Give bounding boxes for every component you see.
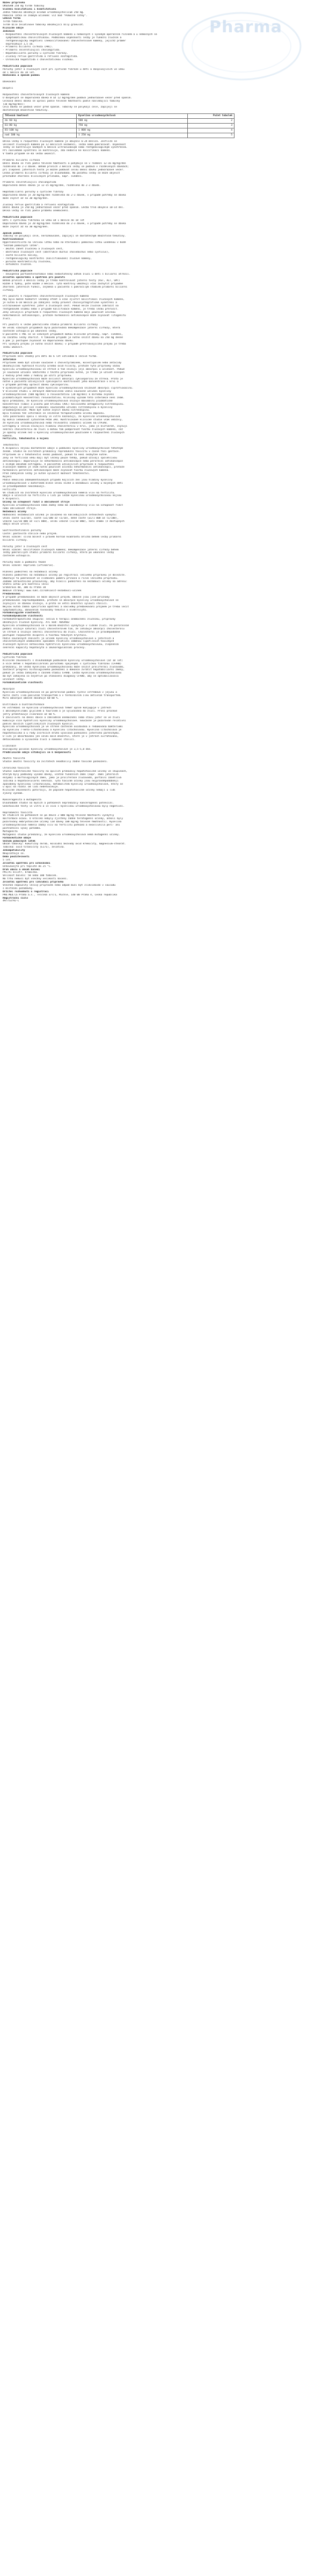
table-row	[3, 128, 235, 133]
text-line: - neúspěšná portoenterostomie nebo nedostatečný odtok žluči u dětí s biliární atrézií.	[3, 273, 130, 276]
text-line: způsobeny kyselinou litocholovou, metabolitem kyseliny ursodeoxycholové, který se	[3, 783, 123, 786]
text-line: Velmi vzácné: kalcifikace žlučových kamenů; dekompenzace jaterní cirhózy během	[3, 548, 119, 551]
table-cell: do 60 kg	[3, 119, 77, 124]
text-line: Časté: pastovitá stolice nebo průjem.	[3, 533, 58, 536]
section-heading: Zvláštní opatření pro likvidaci přípravku	[3, 881, 64, 884]
text-line: Dlouhodobé studie na myších a potkanech neprokázaly kancerogenní potenciál.	[3, 801, 114, 805]
text-line: Hlášení podezření na nežádoucí účinky	[3, 570, 58, 573]
text-line: částečně ustoupila.	[3, 555, 31, 558]
section-composition-indications-dosage	[3, 2, 318, 112]
text-line: Ve studiích na potkanech se po dávce 2 000 mg/kg tělesné hmotnosti vyskytly	[3, 814, 114, 817]
text-line: symptomatickou cholelithiázou. Podmínkou úspěšnosti léčby je funkční žlučník a	[3, 36, 122, 39]
text-line: Primární biliární cirhóza	[3, 159, 40, 162]
section-heading: Klinické údaje	[3, 27, 24, 30]
text-line: dostatečným množstvím tekutiny.	[3, 109, 49, 112]
table-row	[3, 123, 235, 128]
text-line: Denní dávka je 250 mg jednorázově večer před spaním. Léčba trvá obvykle 10-14 dní.	[3, 206, 125, 210]
text-line: - Primární biliární cirhóza (PBC).	[3, 46, 54, 49]
text-line: Léčba primární biliární cirhózy je dlouhodobá. Na počátku léčby se může objevit	[3, 171, 120, 175]
text-line: může zvýšit až na 30 mg/kg/den.	[3, 225, 49, 228]
text-line: může zvýšit až na 30 mg/kg/den.	[3, 197, 49, 200]
text-line: V závislosti na denní dávce a základním onemocnění nebo stavu jater se ve žluči	[3, 716, 120, 719]
text-line: PVC/Al blistr, krabička.	[3, 871, 39, 874]
text-line: Kyselina ursodeoxycholová se v malém množství vyskytuje v lidské žluči. Po perorálním	[3, 624, 129, 627]
text-line: zastavit progresi histologického poškození a dokonce zvrátit hepatobiliární změny,	[3, 669, 125, 672]
text-line: ursodeoxycholová neměla žádný vliv na fertilitu potkanů a neovlivnila peri- ani	[3, 824, 120, 827]
table-header-cell: Tělesná hmotnost	[3, 114, 77, 119]
section-interactions-pregnancy-adverse	[3, 358, 318, 612]
text-line: každé 4 týdny, poté každé 3 měsíce. Tyto kontroly umožňují včas zachytit případné	[3, 282, 123, 285]
text-line: - porucha kontraktility žlučníku,	[3, 260, 52, 263]
text-line: koncentrace (Cmax) a plochu pod křivkou (AUC) kalciového antagonisty nitrendipinu.	[3, 403, 125, 406]
text-line: Děti s cystickou fibrózou ve věku od 1 měsíce do 18 let	[3, 219, 85, 222]
text-line: Hlášení podezření na nežádoucí účinky po registraci léčivého přípravku je důležité.	[3, 573, 126, 577]
text-line: nutné u pacientů užívajících cyklosporin kontrolovat jeho koncentrace v krvi a	[3, 381, 119, 384]
text-line: k dispozici.	[3, 498, 21, 501]
section-heading: Kontraindikace	[3, 238, 24, 241]
text-line: - Rozpouštění cholesterolových žlučových kamenů u nemocných s vysokým operačním rizikem a u nemocných se	[3, 33, 157, 36]
text-line: obsahujícími hydroxid hlinitý a/nebo oxid hlinitý, protože tyto přípravky vážou	[3, 364, 120, 368]
text-line: je nutno 6-10 měsíců po zahájení léčby provést cholecystografické vyšetření a	[3, 302, 117, 305]
text-line: 49/753/92-C	[3, 900, 19, 903]
text-line: Šrobárova 48, 100 41 Praha 10	[3, 586, 46, 590]
text-line: Kancerogenita a mutagenita	[3, 798, 41, 801]
text-line: Kyselina ursodeoxycholová je ve střevě částečně oxidována a redukována bakteriemi	[3, 726, 123, 729]
text-line: Kyselina ursodeoxycholová může ovlivnit absorpci cyklosporinu ze střeva. Proto je	[3, 377, 123, 381]
text-line: Doporučuje se pečlivé sledování současného užívání nitrendipinu a kyseliny	[3, 406, 113, 409]
text-line: přechodné zhoršení klinických příznaků, např. svědění.	[3, 175, 83, 178]
text-line: ultrazvukové vyšetření jater a žlučových cest. Pokud nelze žlučník zobrazit na	[3, 305, 119, 308]
text-line: Primární sklerotizující cholangitida	[3, 181, 56, 184]
section-heading: Nežádoucí účinky	[3, 510, 27, 513]
text-line: žlučových kamenů je však nutno používat účinnou nehormonální antikoncepci, protože	[3, 466, 125, 469]
text-line: Podle několika zdokumentovaných případů kojících žen jsou hladiny kyseliny	[3, 479, 113, 482]
text-line: prokázaly, že léčba kyselinou ursodeoxycholovou může snížit proliferaci žlučovodů,	[3, 665, 125, 669]
text-line: - rentgenologicky kontrastní (kalcifikované) žlučové kameny,	[3, 257, 92, 260]
text-line: V ojedinělých případech může kyselina ursodeoxycholová snižovat absorpci ciprofloxacinu.	[3, 387, 134, 390]
text-line: léčbu ukončit.	[3, 346, 24, 349]
section-heading: Léková forma	[3, 17, 21, 20]
text-line: cholestatických onemocnění způsoben relativní záměnou lipofilních toxických	[3, 640, 114, 643]
text-line: Poruchy kůže a podkožní tkáně	[3, 561, 46, 564]
text-line: hepatotoxická a u řady zvířecích druhů vyvolává poškození jaterního parenchymu.	[3, 732, 120, 735]
text-line: Ve studiích na zvířatech kyselina ursodeoxycholová neměla vliv na fertilitu.	[3, 491, 116, 494]
text-line: Před zahájením léčby je nutné vyloučit možnost těhotenství.	[3, 472, 91, 476]
text-line: zjevný význam.	[3, 792, 24, 795]
text-line: Studie subchronické toxicity na opicích prokázaly hepatotoxické účinky ve skupinách,	[3, 770, 128, 773]
section-heading: Interakce	[3, 358, 16, 362]
text-line: Eliminace	[3, 744, 16, 748]
text-line: V klinické studii u zdravých dobrovolníků vedlo současné užívání kyseliny	[3, 390, 111, 393]
section-heading: Farmaceutické údaje	[3, 836, 31, 839]
table-cell: 750 mg	[77, 123, 188, 128]
text-line: cirhózy.	[3, 289, 15, 292]
text-line: Tvrdé bílé želatinové tobolky obsahující bílý granulát.	[3, 24, 85, 27]
section-heading: Pediatrická populace	[3, 216, 33, 219]
text-line: Při následném vyšetření se kontroluje, zda nedošlo ke kalcifikaci kamenů.	[3, 149, 111, 153]
text-line: Farmakoterapeutická skupina: léčiva k terapii onemocnění žlučníku, přípravky	[3, 618, 116, 621]
text-line: "Seznam pomocných látek".	[3, 245, 40, 248]
section-heading: Název přípravku	[3, 2, 25, 4]
text-line: Estrogeny a léčiva snižující hladinu cholesterolu v krvi, jako je klofibrát, zvyšují	[3, 425, 128, 428]
text-line: Hepatobiliární poruchy u cystické fibrózy	[3, 190, 64, 193]
section-heading: Doba použitelnosti	[3, 855, 30, 858]
text-line: antikoncepci: doporučuje se nehormonální antikoncepce nebo perorální antikoncepce	[3, 460, 123, 463]
table-cell: 61-80 kg	[3, 123, 77, 128]
text-line: předávkování nepravděpodobné, protože se absorpce kyseliny ursodeoxycholové se	[3, 599, 119, 602]
text-line: Během prvních 3 měsíců léčby je třeba kontrolovat jaterní testy (AST, ALT, GMT)	[3, 279, 120, 282]
text-line: Genotoxické testy in vitro a in vivo s kyselinou ursodeoxycholovou byly negativní.	[3, 805, 125, 808]
text-line: kamenů.	[3, 434, 13, 437]
text-line: s místními požadavky.	[3, 887, 34, 890]
text-line: Ženy užívající přípravek k rozpuštění žlučových kamenů mají používat účinnou	[3, 311, 116, 314]
section-heading: Předávkování	[3, 593, 21, 596]
text-line: a pak ji postupně zvyšovat na doporučenou dávku.	[3, 339, 74, 342]
text-line: velikost žlučových kamenů po 12 měsících nezmenší, léčba nemá pokračovat. Úspěšnost	[3, 143, 126, 146]
text-line: Klinické zkušenosti potvrzují, že popsané hepatotoxické účinky nemají u lidí	[3, 789, 116, 792]
text-line: Chronická toxicita	[3, 767, 30, 770]
text-line: sekreci cholesterolu do žluči a mohou tak podporovat tvorbu žlučových kamenů, což	[3, 428, 123, 431]
text-line: Údaje o účincích na fertilitu u lidí po léčbě kyselinou ursodeoxycholovou nejsou	[3, 494, 122, 498]
text-line: velmi časté (≥1/10), časté (≥1/100 až <1/10), méně časté (≥1/1 000 až <1/100),	[3, 516, 119, 520]
text-line: Tobolky se polykají celé, nerozkousané, zapíjejí se dostatečným množstvím tekutiny.	[3, 235, 126, 238]
text-line: Kyselina ursodeoxycholová se po perorálním podání rychle vstřebává v jejunu a	[3, 691, 117, 694]
text-line: URSOSAN 250 mg tvrdé tobolky	[3, 4, 45, 8]
text-line: Při použití k léčbě pokročilého stadia primární biliární cirhózy	[3, 324, 98, 327]
text-line: při zlepšení jaterních testů je možné podávat celou denní dávku jednorázově večer.	[3, 168, 125, 171]
table-header-cell: Kyselina ursodeoxycholová	[77, 114, 188, 119]
text-line: Tobolka: oxid titaničitý (E171), želatina.	[3, 846, 65, 849]
text-line: ložiska a hepatocelulární nekróza. Tyto toxické účinky jsou nejpravděpodobněji	[3, 779, 119, 783]
text-line: sekreční kapacity hepatocytů a imunoregulačními procesy.	[3, 647, 86, 650]
section-heading: Fertilita, těhotenství a kojení	[3, 437, 49, 441]
text-line: Rozpouštění cholesterolových žlučových kamenů	[3, 93, 70, 96]
text-line: Pomocná látka se známým účinkem: viz bod "Pomocné látky".	[3, 14, 87, 17]
text-line: Jedna tobolka obsahuje acidum ursodeoxycholicum 250 mg.	[3, 11, 85, 14]
text-line: - Žlučový reflux gastritida a refluxní ezofagitida.	[3, 55, 79, 59]
text-line: Distribuce a biotransformace	[3, 704, 45, 707]
table-cell: 3	[188, 123, 235, 128]
text-line: Velmi vzácné: silná bolest v pravém horním kvadrantu břicha během léčby primární	[3, 536, 122, 539]
text-line: kyselinu ursodeoxycholovou ve střevě a tím snižují její absorpci a účinnost. Pokud	[3, 368, 125, 371]
text-line: Absorpce	[3, 687, 15, 691]
text-line: PRO.MED.CS Praha a.s., Telčská 377/1, Michle, 140 00 Praha 4, Česká republika	[3, 893, 117, 896]
text-line: Reprodukční toxicita	[3, 811, 33, 814]
text-line: od 1 měsíce do 18 let.	[3, 71, 35, 74]
text-line: s nízkým obsahem estrogenu. U pacientek užívajících přípravek k rozpouštění	[3, 463, 114, 466]
text-line: ve střevě a snižuje sekreci cholesterolu do žluči. Cholesterol je pravděpodobně	[3, 630, 120, 634]
text-line: symptomaticky, obnovením rovnováhy tekutin a elektrolytů.	[3, 608, 87, 612]
text-line: - obstrukce žlučových cest (obstrukce ductus choledochus nebo cysticus),	[3, 250, 110, 254]
text-line: pozorovány embryotoxické účinky (od dávky 100 mg/kg tělesné hmotnosti). Kyselina	[3, 821, 122, 824]
text-line: Neuplatňuje se.	[3, 852, 25, 856]
section-heading: Předklinické údaje vztahující se k bezpečnosti	[3, 751, 71, 754]
table-cell: nad 100 kg	[3, 133, 77, 138]
text-line: Fertilita	[3, 488, 16, 491]
text-line: že kyselina ursodeoxycholová nemá relevantní indukční účinek na CYP3A4.	[3, 421, 108, 425]
text-line: Mutagenita	[3, 830, 18, 833]
text-line: V případě předávkování se může objevit průjem. Obecně jsou jiné příznaky	[3, 595, 110, 599]
text-line: Délka léčby se řídí podle průběhu onemocnění.	[3, 210, 70, 213]
text-line: Délka léčby k rozpuštění žlučových kamenů je obvykle 6-24 měsíců. Jestliže se	[3, 140, 117, 143]
section-duration-contraindications-warnings	[3, 140, 318, 358]
table-cell: 500 mg	[77, 119, 188, 124]
text-line: Doporučená dávka je 20 mg/kg/den rozdělená do 2-3 dávek, v případě potřeby se dávka	[3, 193, 126, 197]
section-heading: Farmakokinetické vlastnosti	[3, 681, 43, 684]
document-body	[3, 2, 318, 903]
text-line: detoxikováno a vyloučeno žlučí a nakonec stolicí.	[3, 738, 76, 742]
text-line: Žádáme zdravotnické pracovníky, aby hlásili podezření na nežádoucí účinky na adresu:	[3, 580, 128, 583]
text-line: nehormonální antikoncepci, protože hormonální antikoncepce může zvyšovat litogenitu	[3, 314, 126, 317]
text-line: rentgenovém snímku nebo v případě kalcifikace kamenů, je třeba léčbu přerušit.	[3, 307, 119, 311]
section-heading: Farmakologické vlastnosti	[3, 612, 40, 615]
text-line: Míra absorpce obecně dosahuje 60-80 %.	[3, 697, 60, 700]
text-line: - akutní zánět žlučníku a žlučových cest,	[3, 247, 64, 250]
text-line: nepřesahuje 1,5 cm.	[3, 42, 34, 46]
section-heading: Složení kvalitativní i kvantitativní	[3, 8, 56, 11]
text-line: játry představuje clearance až 60 %.	[3, 713, 56, 716]
text-line: Tvrdá tobolka.	[3, 20, 24, 24]
text-line: částečně ustoupila po ukončení léčby.	[3, 330, 58, 333]
text-line: Dávkování	[3, 81, 16, 84]
text-line: by mohla indukovat cytochrom P450 3A4. Kontrolované klinické studie však ukázaly,	[3, 419, 123, 422]
text-line: Poruchy jater a žlučových cest při cystické fibróze u dětí a dospívajících ve věku	[3, 68, 125, 71]
text-line: s aminokyselinami glycinem a taurinem a je vylučována do žluči. První průchod	[3, 710, 117, 713]
text-line: Státní ústav pro kontrolu léčiv	[3, 583, 49, 586]
text-line: ursodeoxycholové v mateřském mléce velmi nízké a nežádoucí účinky u kojených dětí	[3, 482, 123, 485]
text-line: U dospělých se doporučená dávka 8 až 12 mg/kg/den podává jednorázově večer před spaním.	[3, 96, 132, 99]
text-line: vzácné (≥1/10 000 až <1/1 000), velmi vzácné (<1/10 000), není známo (z dostupných	[3, 520, 125, 523]
section-heading: Pediatrická populace	[3, 64, 33, 68]
text-line: léčby se kontroluje každých 6 měsíců ultrazvukovým nebo rentgenologickým vyšetřením.	[3, 146, 128, 149]
text-line: zvyšující se dávkou snižuje, a proto se větší množství vyloučí stolicí.	[3, 602, 108, 605]
text-line: u opic na rozdíl od lidí nedetoxikuje.	[3, 786, 60, 789]
text-line: v případě potřeby upravit dávku cyklosporinu.	[3, 384, 70, 387]
section-heading: Držitel rozhodnutí o registraci	[3, 890, 49, 893]
text-line: - časté biliární koliky,	[3, 254, 39, 257]
table-cell: 1 000 mg	[77, 128, 188, 133]
text-line: enzymů) a morfologických změn, jako je proliferace žlučovodů, portální zánětlivá	[3, 776, 122, 779]
text-line: Aby bylo možné hodnotit léčebný efekt a včas zjistit kalcifikaci žlučových kamenů,	[3, 298, 125, 302]
text-line: je současné užívání některého z těchto přípravků nutné, je třeba je užívat alespoň	[3, 371, 125, 374]
text-line: Na trhu nemusí být všechny velikosti balení.	[3, 878, 68, 881]
text-line: 5 let.	[3, 858, 12, 862]
text-line: Denní dávka se řídí podle tělesné hmotnosti a pohybuje se v rozmezí 12-16 mg/kg/den	[3, 162, 126, 165]
text-line: Velikost balení: 50 nebo 100 tobolek.	[3, 874, 58, 878]
text-line: na kyselinu 7-keto-litocholovou a kyselinu litocholovou. Kyselina litocholová je	[3, 729, 122, 732]
text-line: obsahující žlučové kyseliny. ATC kód: A05AA02	[3, 621, 70, 625]
text-line: postnatální vývoj potomků.	[3, 827, 41, 830]
text-line: Ženy ve fertilním věku mají být léčeny pouze tehdy, pokud užívají spolehlivou	[3, 456, 117, 460]
section-heading: Zvláštní opatření pro uchovávání	[3, 862, 50, 865]
section-heading: Účinky na schopnost řídit a obsluhovat stroje	[3, 501, 70, 504]
text-line: Studie akutní toxicity na zvířatech neodhalily žádné toxické poškození.	[3, 760, 108, 764]
table-cell: 1 250 mg	[77, 133, 188, 138]
section-heading: Registrační číslo	[3, 896, 28, 900]
text-line: pokud je léčba zahájena v časném stadiu CFAHD. Léčba kyselinou ursodeoxycholovou	[3, 672, 122, 675]
text-line: Přípravek není vhodný pro děti do 6 let vzhledem k léčivé formě.	[3, 355, 98, 358]
text-line: žluči.	[3, 317, 12, 320]
text-line: V tomto případě se má léčba ukončit.	[3, 153, 56, 156]
text-line: ženám. Studie na zvířatech prokázaly reprodukční toxicitu v časné fázi gestace.	[3, 450, 120, 453]
text-line: Klinické zkušenosti s dlouhodobým podáváním kyseliny ursodeoxycholové (až 10 let)	[3, 659, 123, 662]
text-line: účinnost léčby.	[3, 678, 25, 681]
text-line: Poruchy jater a žlučových cest	[3, 545, 47, 548]
section-heading: Dávkování a způsob podání	[3, 74, 40, 77]
text-line: (10 mg/kg/den):	[3, 103, 25, 106]
text-line: - Primární sklerotizující cholangitida.	[3, 49, 61, 52]
text-line: Velmi vzácné: kopřivka (urtikarie).	[3, 564, 55, 568]
section-pharmaceutical-data	[3, 830, 318, 903]
section-heading: Indikace	[3, 30, 15, 33]
text-line: Webové stránky: www.sukl.cz/nahlasit-nezadouci-ucinek	[3, 590, 82, 593]
text-line: Hypersenzitivita na léčivou látku nebo na kteroukoli pomocnou látku uvedenou v bodě	[3, 241, 126, 245]
text-line: Nejsou nutná žádná specifická opatření a následky předávkování průjmem je třeba léčit	[3, 605, 129, 608]
text-line: postupně rozpouštěn disperzí a tvorbou tekutých krystalů.	[3, 634, 87, 637]
text-line: Přípravek se v těhotenství nesmí podávat, pokud to není nezbytně nutné.	[3, 453, 108, 456]
text-line: zhoršení jaterních funkcí, zejména u pacientů s pokročilým stádiem primární biliární	[3, 285, 128, 289]
text-line: U pacientů s PBC se ve vzácných případech mohou klinické příznaky, např. svědění,	[3, 333, 123, 336]
text-line: údajů nelze určit).	[3, 523, 31, 526]
text-line: Akutní toxicita	[3, 757, 25, 760]
text-line: se pravděpodobně neočekávají.	[3, 485, 46, 488]
text-line: Uchovávejte při teplotě do 25 °C.	[3, 865, 52, 868]
text-line: Všechen nepoužitý léčivý přípravek nebo odpad musí být zlikvidován v souladu	[3, 884, 116, 887]
text-line: Podle současných znalostí je účinek kyseliny ursodeoxycholové u jaterních a	[3, 637, 114, 640]
text-line: ursodeoxycholové (500 mg/den) a rosuvastatinu (20 mg/den) k mírnému zvýšení	[3, 393, 114, 396]
text-line: - nefunkční žlučník.	[3, 263, 33, 267]
text-line: Doporučená dávka je 20 mg/kg/den rozdělená do 2-3 dávek, v případě potřeby se dávka	[3, 222, 126, 225]
section-heading: Pediatrická populace	[3, 270, 33, 273]
text-line: plazmatických koncentrací rosuvastatinu. Klinický význam této interakce není znám.	[3, 396, 125, 399]
table-header-row	[3, 114, 235, 119]
text-line: U lidí je absorbováno jen velmi malé množství, které je v játrech sulfatováno,	[3, 735, 119, 738]
text-line: rentgenologicky negativní (nekalcifikované) cholesterolové kameny, jejichž průměr	[3, 39, 126, 42]
text-line: Po vstřebání se kyselina ursodeoxycholová téměř úplně konjuguje v játrech	[3, 707, 111, 710]
text-line: Obsah tobolky: kukuřičný škrob, koloidní bezvodý oxid křemičitý, magnesium-stearát.	[3, 843, 126, 846]
section-heading: Pediatrická populace	[3, 352, 33, 355]
text-line: Byla hlášena též interakce se snížením terapeutického účinku dapsonu.	[3, 412, 105, 415]
section-heading: Farmakodynamické vlastnosti	[3, 615, 43, 618]
text-line: Celková denní dávka se upraví podle tělesné hmotnosti podle následující tabulky	[3, 99, 120, 103]
text-line: Při výskytu průjmu je nutno snížit dávku; v případě přetrvávajícího průjmu je třeba	[3, 342, 126, 346]
text-line: K dispozici nejsou dostatečné údaje o podávání kyseliny ursodeoxycholové těhotným	[3, 447, 123, 450]
table-cell: 2	[188, 119, 235, 124]
text-line: kumuluje více hydrofilní kyseliny ursodeoxycholové. Současně je pozorován relativní	[3, 719, 126, 722]
text-line: malformace ocasu. U králíků nebyly zjištěny žádné teratogenní účinky, ačkoli byly	[3, 817, 123, 821]
text-line: Těhotenství	[3, 444, 19, 447]
text-line: Při použití k rozpuštění cholesterolových žlučových kamenů	[3, 295, 89, 298]
text-line: Biologický poločas kyseliny ursodeoxycholové je 3,5-5,8 dne.	[3, 748, 92, 751]
text-line: Ve velmi vzácných případech byla pozorována dekompenzace jaterní cirhózy, která	[3, 327, 120, 330]
text-line: Bylo prokázáno, že kyselina ursodeoxycholová snižuje maximální plazmatické	[3, 399, 113, 403]
text-line: 2 hodiny před nebo 2 hodiny po užití přípravku.	[3, 374, 72, 377]
text-line: pokles dalších lipofilnějších žlučových kyselin.	[3, 722, 74, 726]
text-line: Dospělí	[3, 87, 13, 90]
section-pharmacology	[3, 612, 318, 830]
table-cell: 5	[188, 133, 235, 138]
text-line: Mutagenní studie prokázaly, že kyselina ursodeoxycholová nemá mutagenní účinky.	[3, 833, 120, 836]
text-line: ursodeoxycholové. Může být nutné zvýšit dávku nitrendipinu.	[3, 409, 91, 412]
text-line: Hodnocení nežádoucích účinků je založeno na následujících četnostech výskytu:	[3, 513, 117, 516]
table-header-cell: Počet tobolek	[188, 114, 235, 119]
dosage-table	[3, 113, 235, 138]
text-line: - Hepatobiliární poruchy u cystické fibrózy.	[3, 52, 68, 55]
section-heading: Pediatrická populace	[3, 652, 33, 656]
text-line: Umožňuje to pokračovat ve sledování poměru přínosů a rizik léčivého přípravku.	[3, 577, 119, 580]
table-cell: 4	[188, 128, 235, 133]
text-line: a více dětem s hepatobiliárními poruchami spojenými s cystickou fibrózou (CFAHD)	[3, 662, 122, 665]
text-line: biliární cirhózy.	[3, 539, 28, 542]
text-line: Žlučový reflux gastritida a refluxní ezofagitida	[3, 203, 74, 206]
text-line: Doporučená denní dávka je 12-15 mg/kg/den, rozdělená do 2-3 dávek.	[3, 184, 101, 188]
text-line: horní části ilea pasivním transportem a v terminálním ileu aktivním transportem.	[3, 694, 122, 697]
section-heading: Zvláštní upozornění a opatření pro použití	[3, 276, 65, 279]
text-line: Přípravek nemá být užíván současně s cholestyraminem, kolestipolem nebo antacidy	[3, 362, 122, 365]
table-row	[3, 119, 235, 124]
text-line: Kyselina ursodeoxycholová nemá žádný nebo má zanedbatelný vliv na schopnost řídit	[3, 504, 123, 507]
text-line: rozdělená do 2-3 dávek. Během prvních 3 měsíců léčby se podává v rozdělených dávkách;	[3, 165, 129, 168]
text-line: kterým byly podávány vysoké dávky, včetně funkčních změn (např. změn jaterních	[3, 773, 119, 776]
text-line: Gastrointestinální poruchy	[3, 529, 41, 533]
text-line: Celá dávka se podává večer před spaním. Tobolky se polykají celé, zapíjejí se	[3, 106, 117, 109]
text-line: Cystická fibróza	[3, 656, 27, 659]
section-heading: Seznam pomocných látek	[3, 839, 35, 843]
table-cell: 81-100 kg	[3, 128, 77, 133]
table-row	[3, 133, 235, 138]
section-heading: Druh obalu a obsah balení	[3, 868, 40, 871]
text-line: - Chronická hepatitida s cholestatickou složkou.	[3, 59, 74, 62]
section-heading: Inkompatibility	[3, 849, 25, 852]
text-line: žlučových kyselin netoxickou hydrofilní kyselinou ursodeoxycholovou, zlepšením	[3, 643, 119, 647]
text-line: hormonální perorální antikoncepce může zvyšovat tvorbu žlučových kamenů.	[3, 469, 110, 472]
text-line: Tato pozorování spolu s nálezy in vitro naznačují, že kyselina ursodeoxycholová	[3, 415, 120, 419]
text-line: léčby pokročilých stadií primární biliární cirhózy, která po ukončení léčby	[3, 551, 114, 555]
text-line: je opačný účinek než u kyseliny ursodeoxycholové používané k rozpouštění žlučových	[3, 431, 125, 434]
section-heading: Způsob podání	[3, 232, 22, 235]
text-line: má být zahájena co nejdříve po stanovení diagnózy CFAHD, aby se optimalizovala	[3, 675, 119, 678]
text-line: nebo obsluhovat stroje.	[3, 507, 37, 511]
text-line: podání snižuje saturaci žluči cholesterolem tím, že inhibuje absorpci cholesterolu	[3, 627, 125, 630]
text-line: na začátku léčby zhoršit. V takovém případě je nutno snížit dávku na 250 mg denně	[3, 336, 123, 339]
text-line: Kojení	[3, 476, 12, 479]
watermark-text: Pharma	[209, 18, 282, 37]
